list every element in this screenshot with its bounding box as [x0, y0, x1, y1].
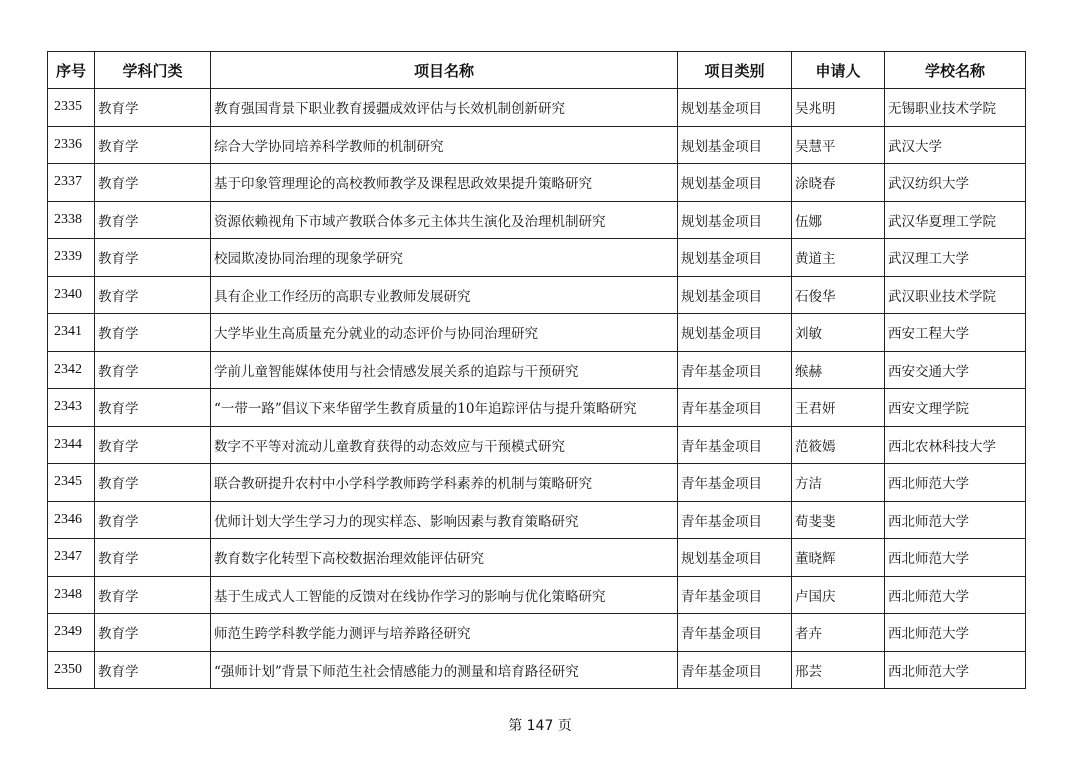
- cell-school: 西北师范大学: [885, 464, 1026, 502]
- cell-applicant: 邢芸: [792, 651, 885, 689]
- cell-index: 2345: [48, 464, 95, 502]
- table-body: [48, 89, 1026, 689]
- cell-project-name: 基于印象管理理论的高校教师教学及课程思政效果提升策略研究: [211, 164, 678, 202]
- table-row: [48, 126, 1026, 164]
- cell-discipline: 教育学: [95, 464, 211, 502]
- cell-project-name: 教育数字化转型下高校数据治理效能评估研究: [211, 539, 678, 577]
- cell-index: 2340: [48, 276, 95, 314]
- cell-project-name: “一带一路”倡议下来华留学生教育质量的10年追踪评估与提升策略研究: [211, 389, 678, 427]
- cell-applicant: 王君妍: [792, 389, 885, 427]
- table-row: [48, 576, 1026, 614]
- cell-project-category: 青年基金项目: [678, 426, 792, 464]
- table-row: [48, 239, 1026, 277]
- cell-discipline: 教育学: [95, 426, 211, 464]
- cell-discipline: 教育学: [95, 314, 211, 352]
- cell-project-category: 规划基金项目: [678, 126, 792, 164]
- table-row: [48, 389, 1026, 427]
- cell-index: 2350: [48, 651, 95, 689]
- cell-school: 西安工程大学: [885, 314, 1026, 352]
- cell-discipline: 教育学: [95, 389, 211, 427]
- table-row: [48, 651, 1026, 689]
- cell-school: 西北师范大学: [885, 614, 1026, 652]
- cell-project-name: 资源依赖视角下市域产教联合体多元主体共生演化及治理机制研究: [211, 201, 678, 239]
- cell-index: 2347: [48, 539, 95, 577]
- cell-discipline: 教育学: [95, 164, 211, 202]
- cell-school: 西北师范大学: [885, 576, 1026, 614]
- cell-project-category: 青年基金项目: [678, 351, 792, 389]
- header-school: 学校名称: [885, 52, 1026, 89]
- cell-applicant: 缑赫: [792, 351, 885, 389]
- cell-project-name: 大学毕业生高质量充分就业的动态评价与协同治理研究: [211, 314, 678, 352]
- table-row: [48, 351, 1026, 389]
- table-row: [48, 501, 1026, 539]
- cell-discipline: 教育学: [95, 89, 211, 127]
- cell-project-name: 基于生成式人工智能的反馈对在线协作学习的影响与优化策略研究: [211, 576, 678, 614]
- cell-project-category: 规划基金项目: [678, 314, 792, 352]
- cell-project-category: 规划基金项目: [678, 539, 792, 577]
- cell-school: 西北师范大学: [885, 501, 1026, 539]
- cell-project-category: 青年基金项目: [678, 651, 792, 689]
- table-row: [48, 164, 1026, 202]
- header-project-name: 项目名称: [211, 52, 678, 89]
- cell-index: 2336: [48, 126, 95, 164]
- cell-project-category: 规划基金项目: [678, 89, 792, 127]
- cell-project-name: 师范生跨学科教学能力测评与培养路径研究: [211, 614, 678, 652]
- cell-index: 2338: [48, 201, 95, 239]
- cell-project-category: 青年基金项目: [678, 464, 792, 502]
- cell-applicant: 伍娜: [792, 201, 885, 239]
- cell-school: 西北农林科技大学: [885, 426, 1026, 464]
- page-number: 第 147 页: [508, 718, 572, 734]
- table-row: [48, 426, 1026, 464]
- cell-project-category: 青年基金项目: [678, 614, 792, 652]
- cell-project-name: 联合教研提升农村中小学科学教师跨学科素养的机制与策略研究: [211, 464, 678, 502]
- cell-school: 西安交通大学: [885, 351, 1026, 389]
- cell-project-category: 青年基金项目: [678, 501, 792, 539]
- cell-index: 2349: [48, 614, 95, 652]
- cell-index: 2346: [48, 501, 95, 539]
- cell-school: 武汉理工大学: [885, 239, 1026, 277]
- cell-applicant: 吴慧平: [792, 126, 885, 164]
- cell-index: 2348: [48, 576, 95, 614]
- cell-school: 武汉职业技术学院: [885, 276, 1026, 314]
- table-row: [48, 614, 1026, 652]
- cell-discipline: 教育学: [95, 539, 211, 577]
- cell-index: 2341: [48, 314, 95, 352]
- cell-discipline: 教育学: [95, 651, 211, 689]
- cell-school: 无锡职业技术学院: [885, 89, 1026, 127]
- cell-index: 2343: [48, 389, 95, 427]
- cell-index: 2339: [48, 239, 95, 277]
- table-row: [48, 464, 1026, 502]
- table-row: [48, 89, 1026, 127]
- cell-school: 西北师范大学: [885, 651, 1026, 689]
- cell-project-category: 青年基金项目: [678, 576, 792, 614]
- cell-project-category: 规划基金项目: [678, 201, 792, 239]
- cell-applicant: 方洁: [792, 464, 885, 502]
- cell-discipline: 教育学: [95, 576, 211, 614]
- cell-school: 武汉华夏理工学院: [885, 201, 1026, 239]
- cell-discipline: 教育学: [95, 614, 211, 652]
- table-row: [48, 201, 1026, 239]
- header-index: 序号: [48, 52, 95, 89]
- cell-project-name: 综合大学协同培养科学教师的机制研究: [211, 126, 678, 164]
- cell-project-name: 数字不平等对流动儿童教育获得的动态效应与干预模式研究: [211, 426, 678, 464]
- header-row: [48, 52, 1026, 89]
- cell-index: 2337: [48, 164, 95, 202]
- cell-discipline: 教育学: [95, 201, 211, 239]
- cell-project-name: 校园欺凌协同治理的现象学研究: [211, 239, 678, 277]
- cell-index: 2342: [48, 351, 95, 389]
- cell-applicant: 董晓辉: [792, 539, 885, 577]
- cell-project-name: 优师计划大学生学习力的现实样态、影响因素与教育策略研究: [211, 501, 678, 539]
- cell-project-category: 规划基金项目: [678, 164, 792, 202]
- cell-index: 2335: [48, 89, 95, 127]
- table-row: [48, 539, 1026, 577]
- header-discipline: 学科门类: [95, 52, 211, 89]
- cell-applicant: 荀斐斐: [792, 501, 885, 539]
- cell-project-category: 规划基金项目: [678, 239, 792, 277]
- cell-project-category: 青年基金项目: [678, 389, 792, 427]
- cell-school: 武汉纺织大学: [885, 164, 1026, 202]
- cell-discipline: 教育学: [95, 501, 211, 539]
- header-applicant: 申请人: [792, 52, 885, 89]
- cell-discipline: 教育学: [95, 276, 211, 314]
- cell-project-name: 具有企业工作经历的高职专业教师发展研究: [211, 276, 678, 314]
- cell-applicant: 吴兆明: [792, 89, 885, 127]
- cell-discipline: 教育学: [95, 239, 211, 277]
- cell-applicant: 涂晓春: [792, 164, 885, 202]
- cell-applicant: 者卉: [792, 614, 885, 652]
- cell-project-category: 规划基金项目: [678, 276, 792, 314]
- table-row: [48, 276, 1026, 314]
- cell-project-name: 教育强国背景下职业教育援疆成效评估与长效机制创新研究: [211, 89, 678, 127]
- project-table: [47, 51, 1026, 689]
- cell-applicant: 石俊华: [792, 276, 885, 314]
- cell-applicant: 卢国庆: [792, 576, 885, 614]
- cell-discipline: 教育学: [95, 126, 211, 164]
- cell-project-name: “强师计划”背景下师范生社会情感能力的测量和培育路径研究: [211, 651, 678, 689]
- header-project-category: 项目类别: [678, 52, 792, 89]
- cell-index: 2344: [48, 426, 95, 464]
- cell-school: 西安文理学院: [885, 389, 1026, 427]
- cell-applicant: 范筱嫣: [792, 426, 885, 464]
- cell-applicant: 刘敏: [792, 314, 885, 352]
- cell-applicant: 黄道主: [792, 239, 885, 277]
- cell-project-name: 学前儿童智能媒体使用与社会情感发展关系的追踪与干预研究: [211, 351, 678, 389]
- table-row: [48, 314, 1026, 352]
- cell-school: 武汉大学: [885, 126, 1026, 164]
- cell-school: 西北师范大学: [885, 539, 1026, 577]
- cell-discipline: 教育学: [95, 351, 211, 389]
